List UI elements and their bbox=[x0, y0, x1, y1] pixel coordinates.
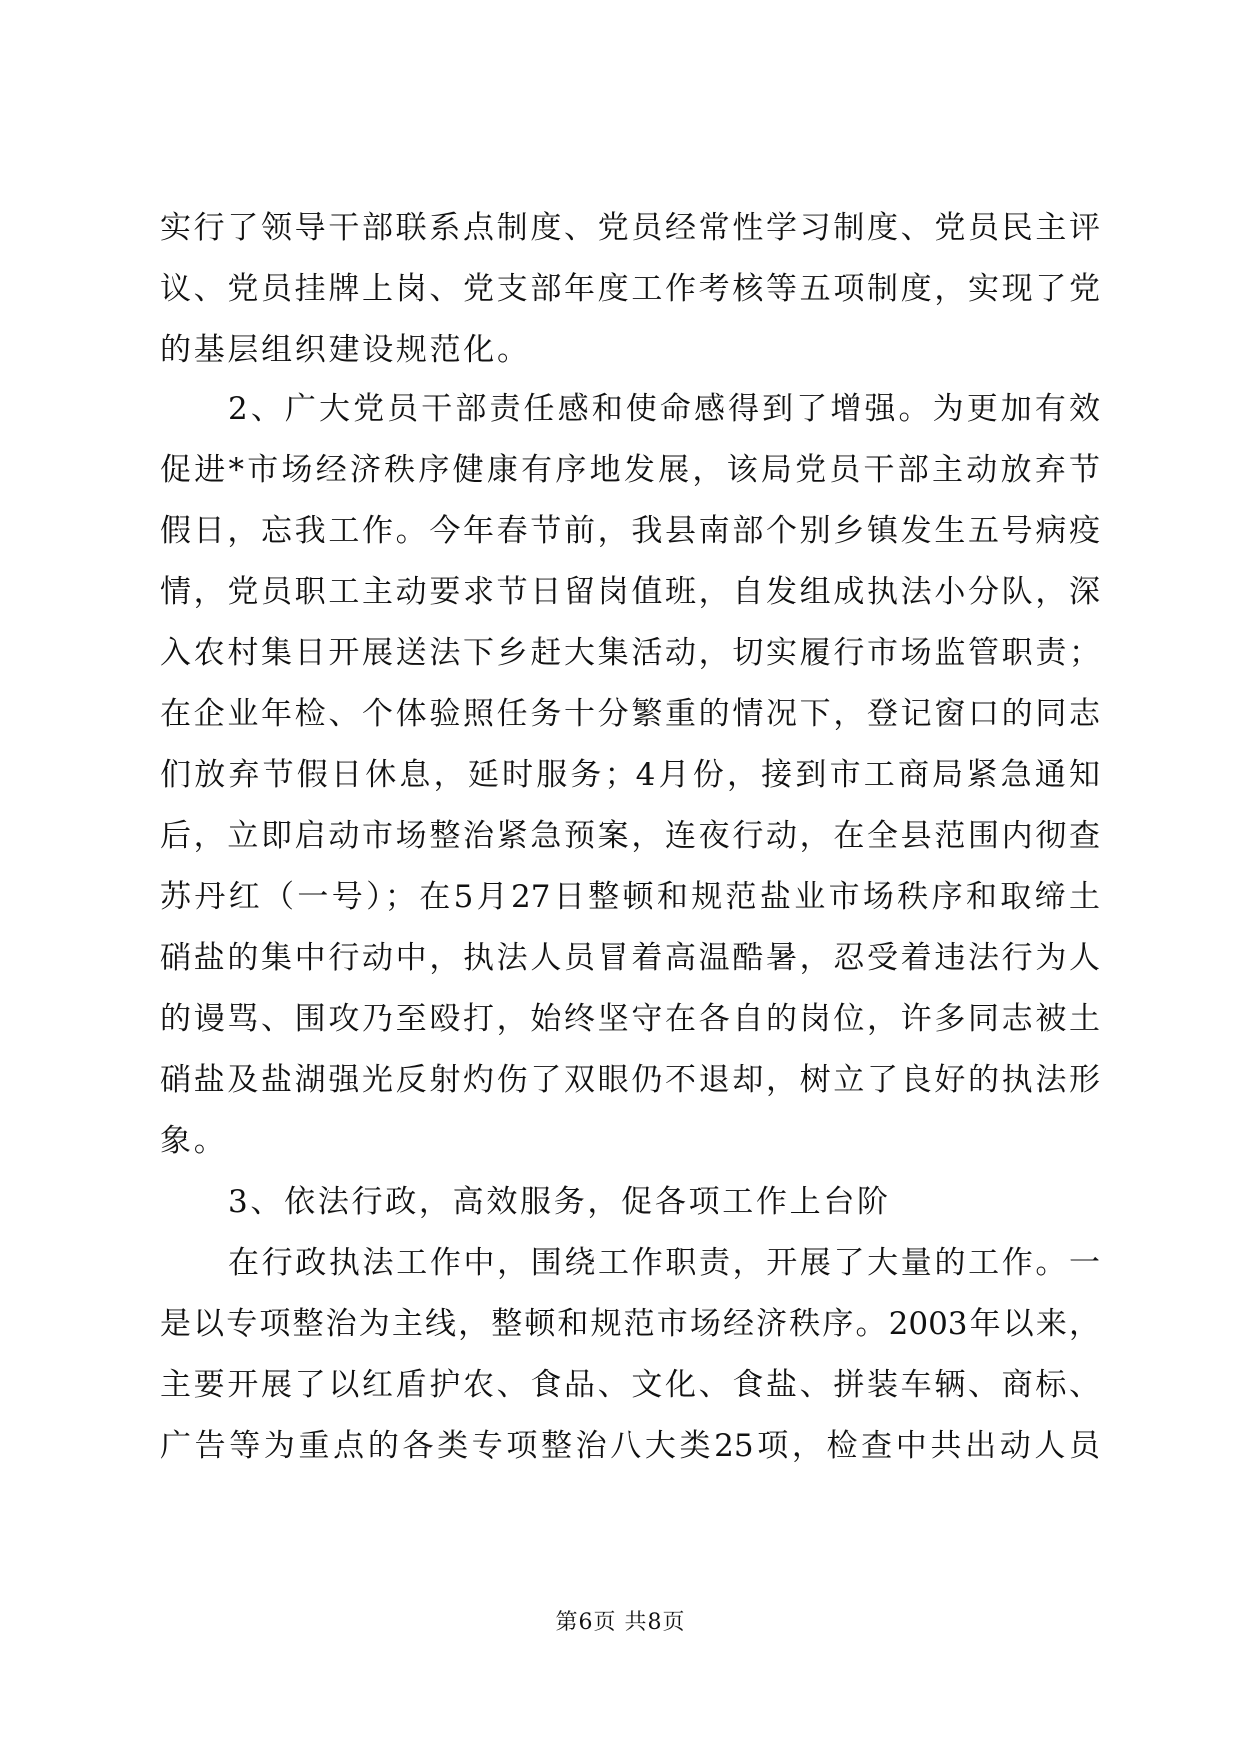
text-line: 是以专项整治为主线，整顿和规范市场经济秩序。2003年以来， bbox=[160, 1306, 1100, 1342]
text-line: 苏丹红（一号）；在5月27日整顿和规范盐业市场秩序和取缔土 bbox=[160, 879, 1100, 915]
text-line: 硝盐及盐湖强光反射灼伤了双眼仍不退却，树立了良好的执法形 bbox=[160, 1062, 1100, 1098]
text-line: 在企业年检、个体验照任务十分繁重的情况下，登记窗口的同志 bbox=[160, 696, 1100, 732]
text-line: 实行了领导干部联系点制度、党员经常性学习制度、党员民主评 bbox=[160, 210, 1100, 246]
page-number-footer: 第6页 共8页 bbox=[555, 1610, 686, 1635]
section-heading: 3、依法行政，高效服务，促各项工作上台阶 bbox=[228, 1184, 891, 1220]
paragraph-start-line: 2、广大党员干部责任感和使命感得到了增强。为更加有效 bbox=[228, 391, 1100, 427]
text-line: 的谩骂、围攻乃至殴打，始终坚守在各自的岗位，许多同志被土 bbox=[160, 1001, 1100, 1037]
text-line: 情，党员职工主动要求节日留岗值班，自发组成执法小分队，深 bbox=[160, 574, 1100, 610]
text-line: 主要开展了以红盾护农、食品、文化、食盐、拼装车辆、商标、 bbox=[160, 1367, 1100, 1403]
text-line: 入农村集日开展送法下乡赶大集活动，切实履行市场监管职责； bbox=[160, 635, 1100, 671]
text-line: 促进*市场经济秩序健康有序地发展，该局党员干部主动放弃节 bbox=[160, 452, 1100, 488]
text-line: 广告等为重点的各类专项整治八大类25项，检查中共出动人员 bbox=[160, 1428, 1100, 1464]
text-line: 假日，忘我工作。今年春节前，我县南部个别乡镇发生五号病疫 bbox=[160, 513, 1100, 549]
text-line: 议、党员挂牌上岗、党支部年度工作考核等五项制度，实现了党 bbox=[160, 271, 1100, 307]
text-line: 硝盐的集中行动中，执法人员冒着高温酷暑，忍受着违法行为人 bbox=[160, 940, 1100, 976]
text-line: 的基层组织建设规范化。 bbox=[160, 332, 531, 368]
text-line: 后，立即启动市场整治紧急预案，连夜行动，在全县范围内彻查 bbox=[160, 818, 1100, 854]
paragraph-start-line: 在行政执法工作中，围绕工作职责，开展了大量的工作。一 bbox=[228, 1245, 1100, 1281]
text-line: 象。 bbox=[160, 1123, 228, 1159]
text-line: 们放弃节假日休息，延时服务；4月份，接到市工商局紧急通知 bbox=[160, 757, 1100, 793]
